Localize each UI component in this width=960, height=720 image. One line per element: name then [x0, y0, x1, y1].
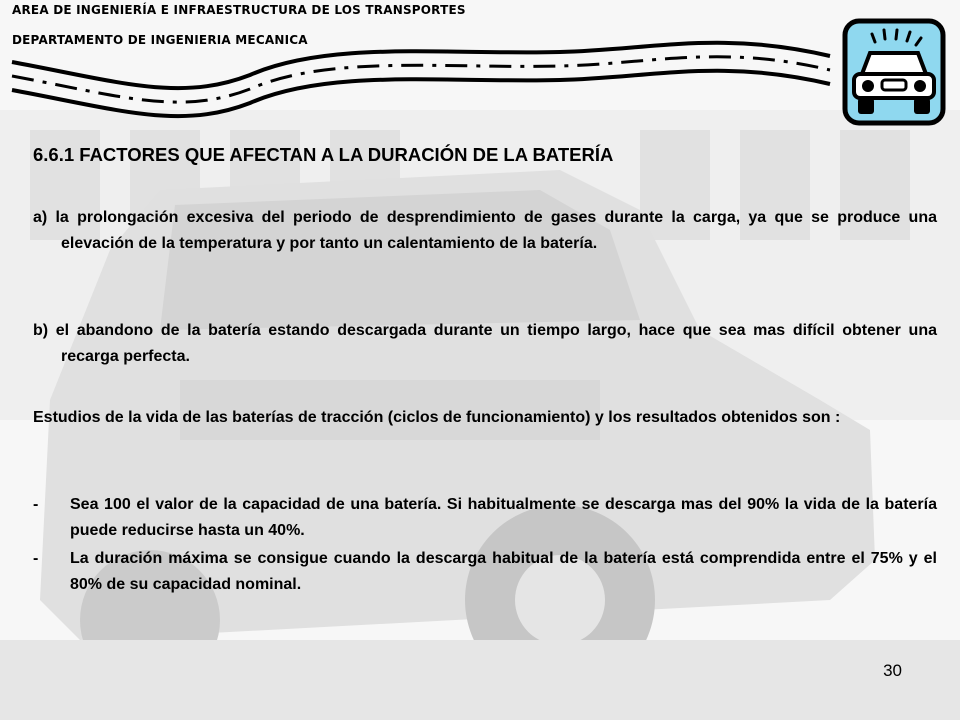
paragraph-factor-b: b) el abandono de la batería estando descargada durante un tiempo largo, hace que sea mas difícil obtener una recarga perfecta.: [33, 322, 937, 365]
bullet-text: La duración máxima se consigue cuando la descarga habitual de la batería está comprendida entre el 75% y el 80% de su capacidad nominal.: [70, 550, 937, 593]
road-icon: [0, 30, 840, 120]
page-title: 6.6.1 FACTORES QUE AFECTAN A LA DURACIÓN DE LA BATERÍA: [33, 144, 614, 165]
bullet-marker: -: [33, 550, 39, 567]
car-logo-icon: [842, 18, 946, 126]
paragraph-studies: Estudios de la vida de las baterías de tracción (ciclos de funcionamiento) y los resultados obtenidos son :: [33, 409, 841, 426]
list-item: [33, 546, 937, 598]
list-item: [33, 492, 937, 544]
page-number: 30: [883, 661, 902, 680]
bullet-marker: -: [33, 496, 39, 513]
paragraph-factor-a: a) la prolongación excesiva del periodo de desprendimiento de gases durante la carga, ya que se produce una elevación de la temperatura y por tanto un calentamiento de la batería.: [33, 209, 937, 252]
header-department-area: AREA DE INGENIERÍA E INFRAESTRUCTURA DE LOS TRANSPORTES: [12, 3, 466, 17]
header-department-name: DEPARTAMENTO DE INGENIERIA MECANICA: [12, 33, 308, 47]
bullet-text: Sea 100 el valor de la capacidad de una batería. Si habitualmente se descarga mas del 90% la vida de la batería puede reducirse hasta un 40%.: [70, 496, 937, 539]
